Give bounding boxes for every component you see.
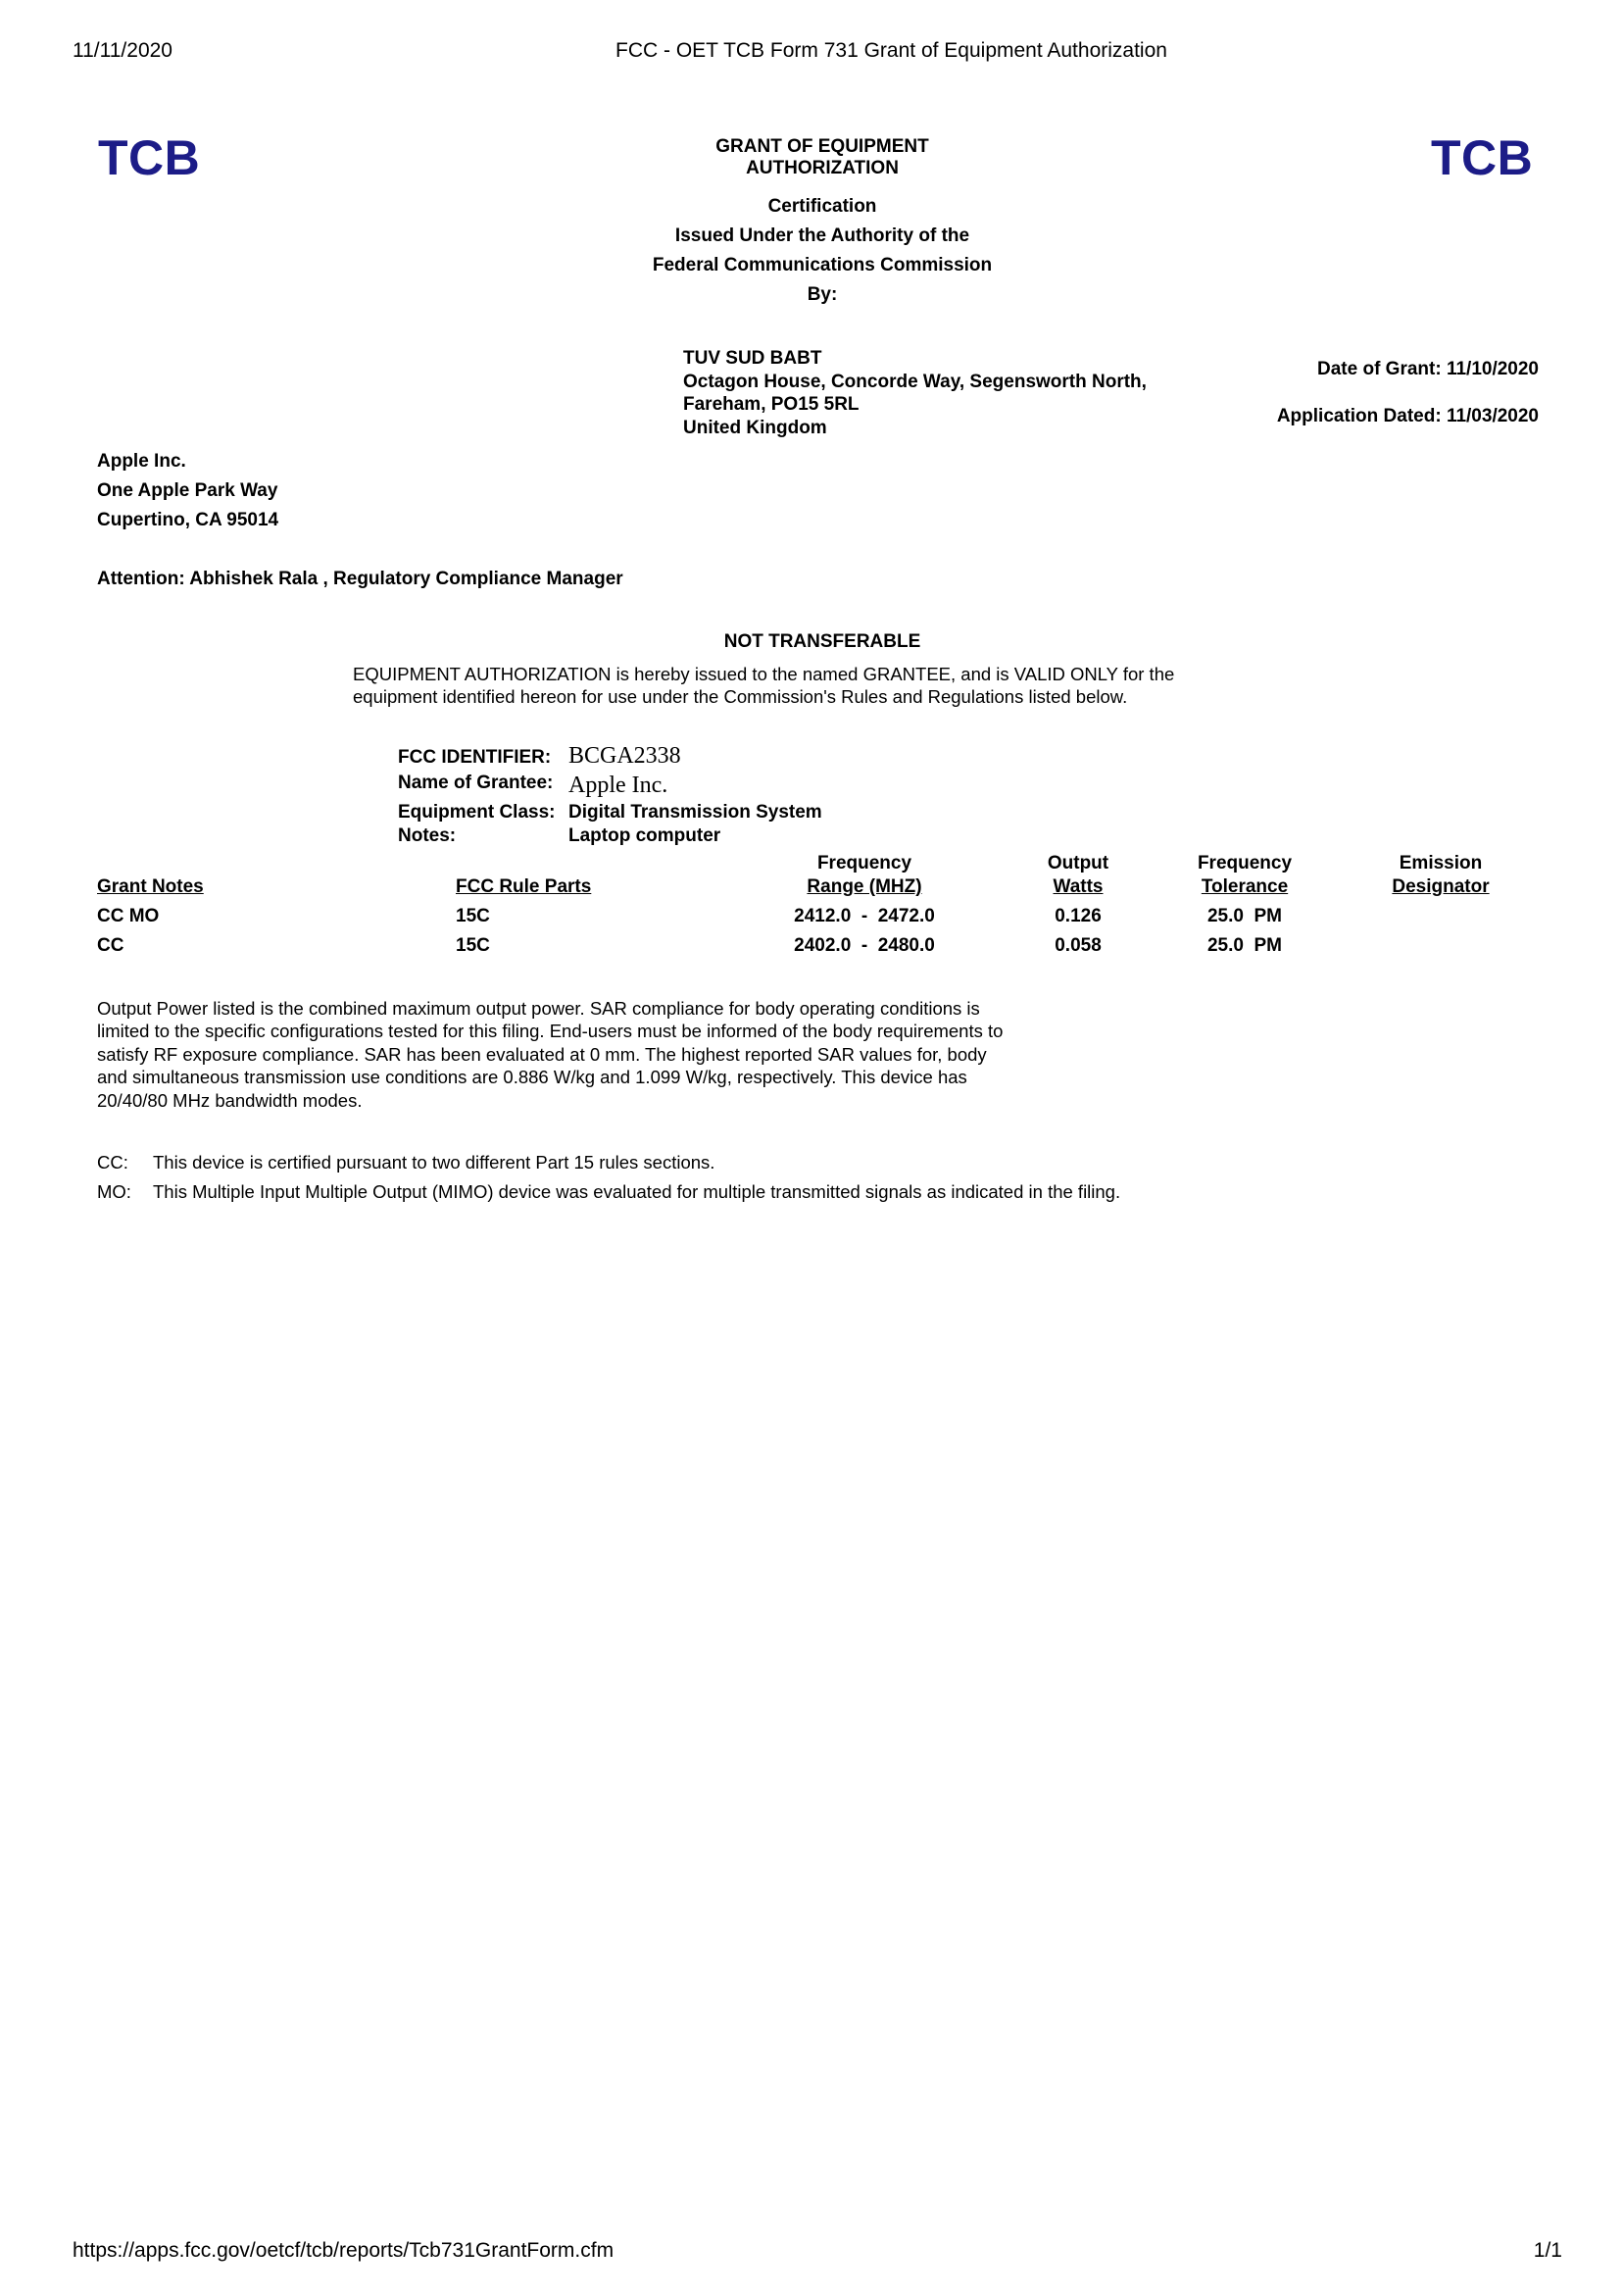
issued-authority: Issued Under the Authority of the bbox=[674, 225, 970, 246]
tcb-name: TUV SUD BABT bbox=[683, 348, 822, 369]
grantee-label: Name of Grantee: bbox=[398, 773, 554, 793]
cell-rule-parts: 15C bbox=[456, 935, 490, 956]
grant-title-line2: AUTHORIZATION bbox=[746, 158, 899, 178]
tcb-logo-right: TCB bbox=[1431, 130, 1534, 185]
col-header-frequency-top: Frequency bbox=[816, 853, 912, 873]
certification-label: Certification bbox=[767, 196, 877, 217]
cell-output-watts: 0.126 bbox=[1055, 906, 1102, 926]
remarks-line: and simultaneous transmission use conditions are 0.886 W/kg and 1.099 W/kg, respectively. This device has bbox=[97, 1067, 967, 1087]
authorization-statement-line1: EQUIPMENT AUTHORIZATION is hereby issued to the named GRANTEE, and is VALID ONLY for the bbox=[353, 664, 1175, 684]
col-header-output-top: Output bbox=[1047, 853, 1109, 873]
footnote-text: This device is certified pursuant to two different Part 15 rules sections. bbox=[153, 1152, 715, 1173]
grantee-name: Apple Inc. bbox=[97, 451, 186, 472]
notes-value: Laptop computer bbox=[568, 825, 721, 846]
col-header-emission-top: Emission bbox=[1399, 853, 1483, 873]
print-page-number: 1/1 bbox=[1533, 2239, 1562, 2262]
by-label: By: bbox=[807, 284, 838, 305]
authorization-statement-line2: equipment identified hereon for use under the Commission's Rules and Regulations listed below. bbox=[353, 686, 1128, 707]
tcb-address-line2: Fareham, PO15 5RL bbox=[683, 394, 860, 415]
grant-title-line1: GRANT OF EQUIPMENT bbox=[715, 136, 929, 157]
print-title: FCC - OET TCB Form 731 Grant of Equipment Authorization bbox=[615, 39, 1167, 62]
remarks-line: Output Power listed is the combined maximum output power. SAR compliance for body operating conditions is bbox=[97, 998, 980, 1019]
grantee-value: Apple Inc. bbox=[568, 773, 668, 798]
tcb-logo-left: TCB bbox=[98, 130, 201, 185]
equipment-class-label: Equipment Class: bbox=[398, 802, 556, 823]
equipment-class-value: Digital Transmission System bbox=[568, 802, 822, 823]
commission-name: Federal Communications Commission bbox=[652, 255, 993, 275]
cell-rule-parts: 15C bbox=[456, 906, 490, 926]
col-header-rule-parts: FCC Rule Parts bbox=[456, 876, 592, 897]
grantee-street: One Apple Park Way bbox=[97, 480, 278, 501]
tcb-country: United Kingdom bbox=[683, 418, 827, 438]
col-header-tolerance-top: Frequency bbox=[1197, 853, 1293, 873]
cell-grant-notes: CC MO bbox=[97, 906, 160, 926]
tcb-address-line1: Octagon House, Concorde Way, Segensworth North, bbox=[683, 372, 1147, 392]
footnote-code: MO: bbox=[97, 1181, 131, 1202]
remarks-line: satisfy RF exposure compliance. SAR has been evaluated at 0 mm. The highest reported SAR values for, body bbox=[97, 1044, 987, 1065]
col-header-output-watts: Watts bbox=[1053, 876, 1104, 897]
attention-line: Attention: Abhishek Rala , Regulatory Compliance Manager bbox=[97, 569, 623, 589]
fcc-identifier-value: BCGA2338 bbox=[568, 743, 681, 769]
cell-frequency-tolerance: 25.0 PM bbox=[1206, 906, 1283, 926]
not-transferable-heading: NOT TRANSFERABLE bbox=[723, 631, 921, 652]
cell-frequency-range: 2412.0 - 2472.0 bbox=[794, 906, 935, 926]
print-date: 11/11/2020 bbox=[73, 39, 172, 62]
col-header-grant-notes: Grant Notes bbox=[97, 876, 204, 897]
footnote-text: This Multiple Input Multiple Output (MIMO) device was evaluated for multiple transmitted signals as indicated in the filing. bbox=[153, 1181, 1121, 1202]
remarks-line: 20/40/80 MHz bandwidth modes. bbox=[97, 1090, 363, 1111]
cell-frequency-tolerance: 25.0 PM bbox=[1206, 935, 1283, 956]
grantee-city: Cupertino, CA 95014 bbox=[97, 510, 279, 530]
col-header-frequency-range: Range (MHZ) bbox=[807, 876, 922, 897]
fcc-identifier-label: FCC IDENTIFIER: bbox=[398, 747, 552, 768]
application-dated: Application Dated: 11/03/2020 bbox=[1276, 406, 1539, 426]
col-header-frequency-tolerance: Tolerance bbox=[1201, 876, 1289, 897]
remarks-line: limited to the specific configurations tested for this filing. End-users must be informed of the body requirements to bbox=[97, 1021, 1004, 1041]
date-of-grant: Date of Grant: 11/10/2020 bbox=[1317, 359, 1539, 379]
print-url: https://apps.fcc.gov/oetcf/tcb/reports/Tcb731GrantForm.cfm bbox=[73, 2239, 615, 2262]
notes-label: Notes: bbox=[398, 825, 457, 846]
cell-frequency-range: 2402.0 - 2480.0 bbox=[794, 935, 935, 956]
cell-output-watts: 0.058 bbox=[1055, 935, 1102, 956]
col-header-emission-designator: Designator bbox=[1392, 876, 1490, 897]
cell-grant-notes: CC bbox=[97, 935, 124, 956]
footnote-code: CC: bbox=[97, 1152, 128, 1173]
